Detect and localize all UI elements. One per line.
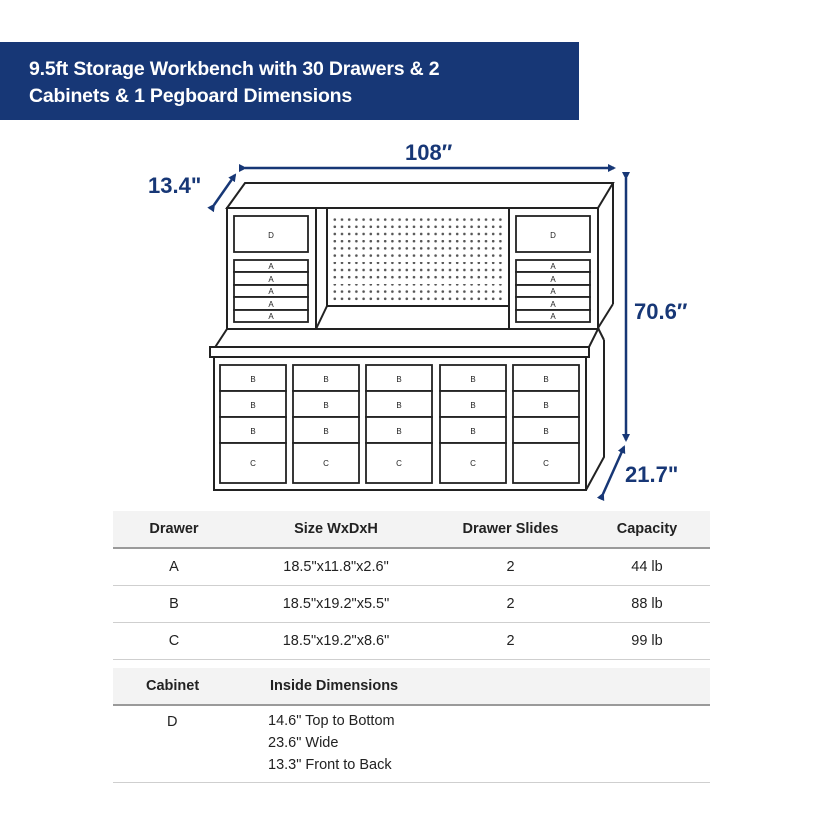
svg-text:A: A (550, 300, 556, 309)
svg-text:C: C (323, 459, 329, 468)
svg-text:B: B (323, 375, 329, 384)
cabinet-dimensions (237, 705, 710, 783)
svg-text:A: A (550, 312, 556, 321)
dimension-wide: 23.6" Wide (268, 735, 339, 751)
lower-column-4 (440, 365, 506, 483)
drawer-capacity: 99 lb (584, 623, 710, 660)
drawer-capacity: 44 lb (584, 548, 710, 586)
header-slides: Drawer Slides (437, 511, 584, 548)
svg-text:A: A (550, 262, 556, 271)
hutch-top (227, 183, 613, 208)
svg-text:B: B (396, 401, 402, 410)
header-drawer: Drawer (113, 511, 235, 548)
header-size: Size WxDxH (235, 511, 437, 548)
svg-text:A: A (268, 312, 274, 321)
table-header-row (113, 668, 710, 705)
header-cabinet: Cabinet (113, 668, 237, 705)
svg-text:B: B (470, 375, 476, 384)
height-dimension-label: 70.6″ (634, 299, 688, 324)
drawer-size: 18.5"x19.2"x5.5" (235, 586, 437, 623)
svg-text:A: A (268, 300, 274, 309)
title-line-2: Cabinets & 1 Pegboard Dimensions (29, 85, 353, 107)
top-depth-dimension-label: 13.4" (148, 173, 202, 198)
drawer-size: 18.5"x11.8"x2.6" (235, 548, 437, 586)
cabinet-type: D (113, 705, 237, 783)
svg-text:B: B (543, 375, 549, 384)
drawer-type: B (113, 586, 235, 623)
dimension-top-to-bottom: 14.6" Top to Bottom (268, 713, 395, 729)
svg-text:B: B (470, 401, 476, 410)
svg-text:C: C (470, 459, 476, 468)
svg-text:C: C (543, 459, 549, 468)
svg-text:B: B (543, 427, 549, 436)
drawer-type: C (113, 623, 235, 660)
drawer-slides: 2 (437, 623, 584, 660)
table-header-row (113, 511, 710, 548)
header-inside-dimensions: Inside Dimensions (237, 668, 710, 705)
cabinet-spec-table (113, 668, 710, 783)
svg-text:A: A (268, 287, 274, 296)
svg-text:B: B (396, 427, 402, 436)
table-row (113, 623, 710, 660)
drawer-type: A (113, 548, 235, 586)
svg-text:B: B (250, 427, 256, 436)
drawer-size: 18.5"x19.2"x8.6" (235, 623, 437, 660)
svg-text:D: D (550, 231, 556, 240)
table-row (113, 705, 710, 783)
title-line-1: 9.5ft Storage Workbench with 30 Drawers & 2 (29, 58, 440, 80)
table-row (113, 586, 710, 623)
lower-column-2 (293, 365, 359, 483)
drawer-slides: 2 (437, 548, 584, 586)
svg-text:B: B (250, 375, 256, 384)
svg-text:B: B (323, 427, 329, 436)
svg-text:B: B (250, 401, 256, 410)
width-dimension-label: 108″ (405, 140, 453, 165)
svg-text:C: C (396, 459, 402, 468)
table-row (113, 548, 710, 586)
lower-column-5 (513, 365, 579, 483)
svg-text:A: A (550, 275, 556, 284)
svg-text:B: B (543, 401, 549, 410)
svg-text:A: A (268, 262, 274, 271)
dimension-front-to-back: 13.3" Front to Back (268, 757, 392, 773)
door-label: D (268, 231, 274, 240)
bottom-depth-dimension-label: 21.7" (625, 462, 679, 487)
svg-text:A: A (550, 287, 556, 296)
lower-column-3 (366, 365, 432, 483)
bottom-depth-arrow (603, 447, 624, 494)
drawer-capacity: 88 lb (584, 586, 710, 623)
lower-column-1 (220, 365, 286, 483)
header-capacity: Capacity (584, 511, 710, 548)
svg-text:A: A (268, 275, 274, 284)
drawer-slides: 2 (437, 586, 584, 623)
drawer-spec-table (113, 511, 710, 660)
svg-text:C: C (250, 459, 256, 468)
svg-text:B: B (470, 427, 476, 436)
svg-text:B: B (323, 401, 329, 410)
svg-text:B: B (396, 375, 402, 384)
